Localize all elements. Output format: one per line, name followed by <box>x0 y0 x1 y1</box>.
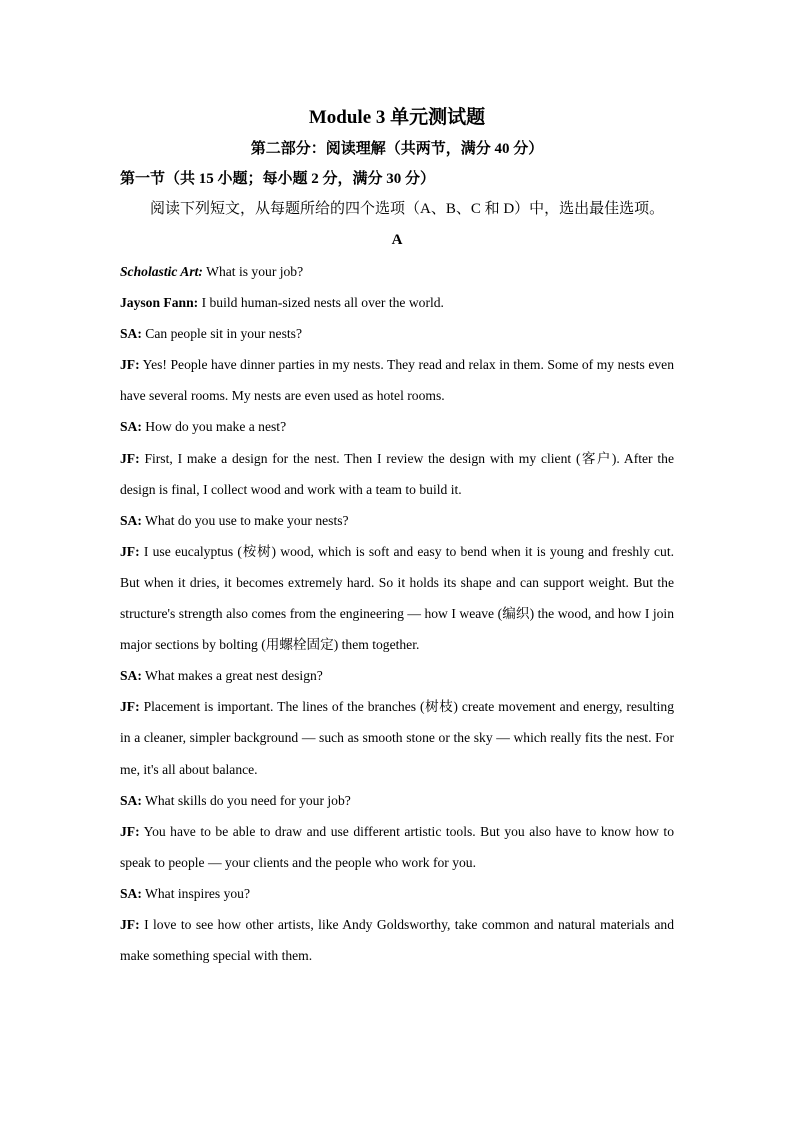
dialogue-line <box>120 318 674 349</box>
speaker-label: Scholastic Art: <box>120 264 203 279</box>
speaker-label: JF: <box>120 450 140 466</box>
dialogue-line <box>120 349 674 411</box>
speaker-label: SA: <box>120 668 142 684</box>
dialogue-line <box>120 505 674 536</box>
dialogue-text: How do you make a nest? <box>141 419 287 435</box>
dialogue-text: What skills do you need for your job? <box>141 792 351 808</box>
dialogue-text: I love to see how other artists, like Andy Goldsworthy, take common and natural materials and make something special with them. <box>120 916 674 964</box>
speaker-label: JF: <box>120 543 140 559</box>
dialogue-text: What makes a great nest design? <box>141 668 323 684</box>
part-heading: 第二部分：阅读理解（共两节，满分 40 分） <box>250 141 544 157</box>
dialogue-line <box>120 816 674 878</box>
speaker-label: Jayson Fann: <box>120 295 199 311</box>
dialogue-line <box>120 287 674 318</box>
dialogue-text: I build human-sized nests all over the world. <box>198 295 444 311</box>
dialogue-line <box>120 691 674 784</box>
document-title: Module 3 单元测试题 <box>308 107 486 128</box>
dialogue-line <box>120 660 674 691</box>
dialogue-line <box>120 536 674 660</box>
speaker-label: SA: <box>120 326 142 342</box>
dialogue-text: What is your job? <box>202 264 304 279</box>
dialogue-line <box>120 909 674 971</box>
dialogue-line <box>120 443 674 505</box>
dialogue-text: What do you use to make your nests? <box>141 512 349 528</box>
section-heading: 第一节（共 15 小题；每小题 2 分，满分 30 分） <box>120 171 436 187</box>
speaker-label: SA: <box>120 885 142 901</box>
dialogue-line <box>120 785 674 816</box>
speaker-label: JF: <box>120 357 140 373</box>
speaker-label: JF: <box>120 823 140 839</box>
dialogue-text: What inspires you? <box>141 885 251 901</box>
dialogue-text: Placement is important. The lines of the branches (树枝) create movement and energy, resulting in a cleaner, simpler background — such as smooth stone or the sky — which really fits the nest. For me, it's all about balance. <box>120 699 674 777</box>
interview-dialogue <box>120 256 674 971</box>
dialogue-text: You have to be able to draw and use different artistic tools. But you also have to know how to speak to people — your clients and the people who work for you. <box>120 823 674 870</box>
speaker-label: SA: <box>120 512 142 528</box>
passage-label: A <box>391 232 403 248</box>
speaker-label: SA: <box>120 419 142 435</box>
instruction-text: 阅读下列短文，从每题所给的四个选项（A、B、C 和 D）中，选出最佳选项。 <box>150 201 665 217</box>
dialogue-line <box>120 878 674 909</box>
speaker-label: JF: <box>120 699 140 715</box>
speaker-label: SA: <box>120 792 142 808</box>
dialogue-line <box>120 411 674 442</box>
dialogue-text: Yes! People have dinner parties in my nests. They read and relax in them. Some of my nests even have several rooms. My nests are even used as hotel rooms. <box>120 357 674 404</box>
dialogue-line <box>120 256 674 287</box>
dialogue-text: I use eucalyptus (桉树) wood, which is soft and easy to bend when it is young and freshly cut. But when it dries, it becomes extremely hard. So it holds its shape and can support weight. But the structure's strength also comes from the engineering — how I weave (编织) the wood, and how I join major sections by bolting (用螺栓固定) them together. <box>120 543 674 653</box>
dialogue-text: Can people sit in your nests? <box>141 326 302 342</box>
document-page <box>120 102 674 971</box>
speaker-label: JF: <box>120 916 140 932</box>
dialogue-text: First, I make a design for the nest. Then I review the design with my client (客户). After the design is final, I collect wood and work with a team to build it. <box>120 450 674 497</box>
